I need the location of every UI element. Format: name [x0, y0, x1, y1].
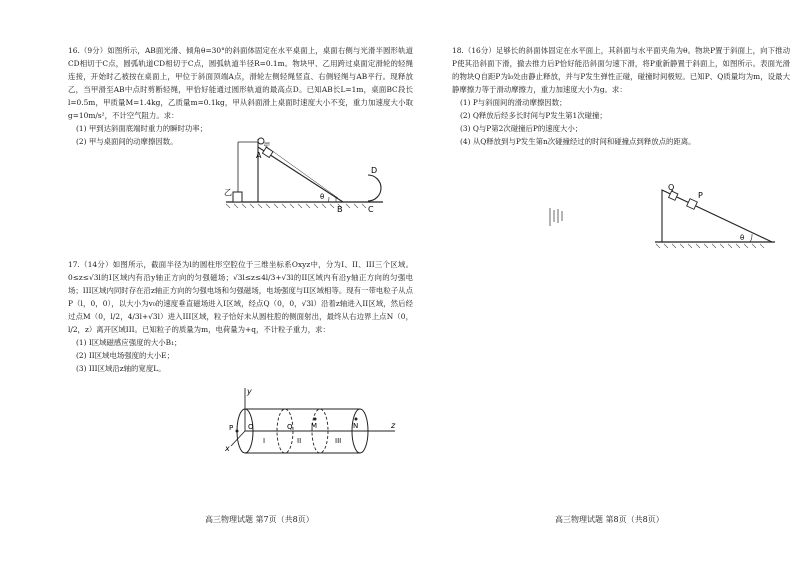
page-7-column	[68, 44, 413, 148]
label-M: M	[311, 422, 318, 430]
label-B: B	[337, 205, 343, 214]
q18-sub-3: (3) Q与P第2次碰撞后P的速度大小；	[460, 124, 583, 133]
q16-sub-1: (1) 甲到达斜面底端时重力的瞬时功率；	[76, 124, 208, 133]
label-Q: Q	[287, 423, 293, 431]
label-Q-18: Q	[668, 183, 675, 192]
block-yi	[233, 192, 242, 202]
page-8-column	[452, 44, 790, 148]
q18-stem: 18.（16分）足够长的斜面体固定在水平面上，其斜面与水平面夹角为θ。物块P置于斜面上，向下推动P使其沿斜面下滑，撤去推力后P恰好能沿斜面匀速下滑，将P重新静置于斜面上，如图所示。表面光滑的物块Q自距P为l₀处由静止释放，并与P发生弹性正碰，碰撞时间极短。已知P、Q质量均为m，设最大静摩擦力等于滑动摩擦力，重力加速度大小为g。求：	[452, 46, 790, 94]
region-II: II	[297, 437, 302, 445]
q17-sub-3: (3) III区域沿z轴的宽度L。	[76, 364, 166, 373]
q18-sub-1: (1) P与斜面间的滑动摩擦因数；	[460, 98, 567, 107]
q17-figure	[225, 386, 400, 456]
q16-figure	[218, 135, 388, 215]
page-7-footer: 高三物理试题 第7页（共8页）	[205, 515, 314, 524]
q17-sub-1: (1) I区域磁感应强度的大小B₁；	[76, 338, 182, 347]
q17-sub-2: (2) II区域电场强度的大小E；	[76, 351, 174, 360]
label-theta-18: θ	[740, 234, 745, 242]
label-A: A	[256, 151, 262, 160]
incline-18	[662, 190, 772, 242]
label-z: z	[391, 421, 396, 430]
page-8-footer: 高三物理试题 第8页（共8页）	[555, 515, 664, 524]
label-theta: θ	[320, 193, 325, 201]
label-D: D	[371, 166, 378, 175]
q16-stem: 16.（9分）如图所示，AB面光滑、倾角θ=30°的斜面体固定在水平桌面上，桌面右侧与光滑半圆形轨道CD相切于C点，圆弧轨道CD相切于C点，圆弧轨道半径R=0.1m。物块甲、乙用跨过桌面定滑轮的轻绳连接，开始时乙被按在桌面上，甲位于斜面顶端A点，滑轮左侧轻绳竖直、右侧轻绳与AB平行。现释放乙，当甲滑至AB中点时剪断轻绳，甲恰好能通过圆形轨道的最高点D。已知AB长L=1m，桌面BC段长l=0.5m，甲质量M=1.4kg，乙质量m=0.1kg，甲从斜面滑上桌面时速度大小不变，重力加速度大小取g=10m/s²，不计空气阻力。求：	[68, 46, 413, 120]
q18-sub-4: (4) 从Q释放到与P发生第n次碰撞经过的时间和碰撞点到释放点的距离。	[460, 137, 696, 146]
region-III: III	[335, 437, 342, 445]
q16-sub-2: (2) 甲与桌面间的动摩擦因数。	[76, 137, 178, 146]
semicircle-track	[368, 175, 381, 201]
scan-mark	[548, 206, 568, 228]
label-y: y	[247, 387, 252, 396]
q18-figure	[650, 182, 780, 252]
label-O: O	[248, 423, 254, 431]
label-jia: 甲	[264, 142, 271, 149]
label-x: x	[225, 444, 230, 453]
q17-block	[68, 258, 413, 375]
label-P: P	[229, 424, 234, 432]
q18-sub-2: (2) Q释放后经多长时间与P发生第1次碰撞；	[460, 111, 607, 120]
label-yi: 乙	[224, 188, 232, 197]
q17-stem: 17.（14分）如图所示，截面半径为l的圆柱形空腔位于三维坐标系Oxyz中，分为I、II、III三个区域。0≤z≤√3l的I区域内有沿y轴正方向的匀强磁场；√3l≤z≤4l/3+√3l的II区域内有沿y轴正方向的匀强电场；III区域内同时存在沿z轴正方向的匀强电场和匀强磁场，电场强度与II区域相等。现有一带电粒子从点P（l，0，0），以大小为v₀的速度垂直磁场进入I区域，经点Q（0，0，√3l）沿着z轴进入II区域，然后经过点M（0，l/2，4/3l+√3l）进入III区域，粒子恰好未从圆柱腔的侧面射出，最终从右边界上点N（0，l/2，z）离开区域III。已知粒子的质量为m，电荷量为+q，不计粒子重力，求：	[68, 260, 413, 334]
label-N: N	[353, 422, 359, 430]
region-I: I	[263, 437, 266, 445]
block-P	[687, 199, 698, 210]
block-Q	[669, 191, 678, 200]
label-C: C	[368, 205, 374, 214]
label-P-18: P	[698, 191, 703, 200]
